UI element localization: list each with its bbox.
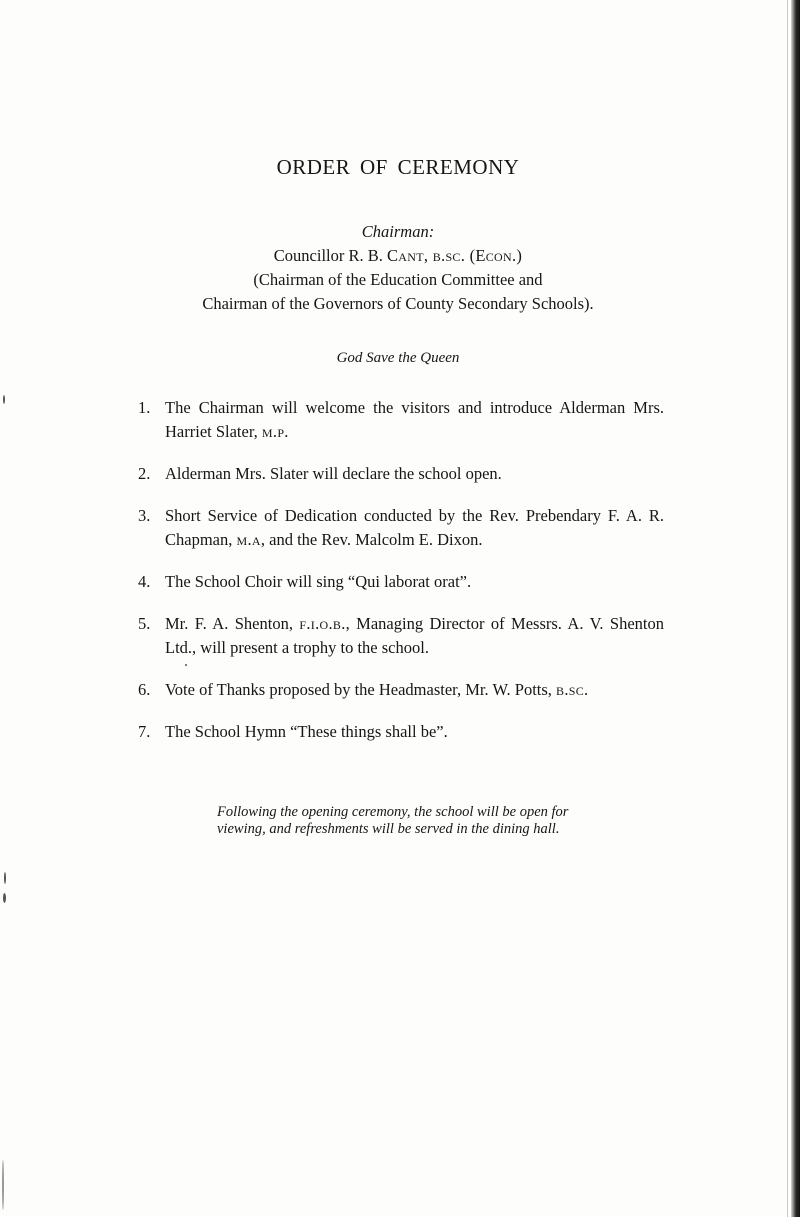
item-text: The School Hymn “These things shall be”. — [165, 722, 448, 741]
page-edge-line — [787, 0, 788, 1217]
print-speck — [3, 893, 6, 903]
ceremony-item-3 — [138, 504, 664, 552]
chairman-name: Councillor R. B. — [273, 246, 387, 265]
ceremony-item-1 — [138, 396, 664, 444]
item-honorific: m.a — [236, 530, 261, 549]
chairman-surname: Cant — [387, 246, 424, 265]
item-number: 6. — [138, 680, 151, 699]
item-text-body: Mr. F. A. Shenton, — [165, 614, 300, 633]
chairman-heading: Chairman: — [361, 222, 435, 241]
item-text — [165, 612, 664, 660]
chairman-role-line-1: (Chairman of the Education Committee and — [253, 270, 543, 289]
item-honorific: b.sc. — [556, 680, 589, 699]
item-text — [165, 504, 664, 552]
ceremony-items — [138, 396, 664, 762]
ceremony-item-4 — [138, 570, 664, 594]
item-text-body: Vote of Thanks proposed by the Headmaster, Mr. W. Potts, — [165, 680, 557, 699]
item-text-tail: , and the Rev. Malcolm E. Dixon. — [260, 530, 483, 549]
item-number: 3. — [138, 506, 151, 525]
item-number: 1. — [138, 398, 151, 417]
ceremony-item-2 — [138, 462, 664, 486]
item-honorific: f.i.o.b. — [299, 614, 346, 633]
chairman-name-line — [0, 244, 796, 268]
page-title: ORDER OF CEREMONY — [276, 155, 520, 179]
item-number: 7. — [138, 722, 151, 741]
item-honorific: m.p. — [261, 422, 289, 441]
chairman-block — [0, 220, 796, 316]
item-text-body: The Chairman will welcome the visitors and introduce Alderman Mrs. Harriet Slater, — [165, 398, 664, 441]
print-speck — [4, 872, 6, 884]
anthem-line: God Save the Queen — [336, 350, 460, 366]
item-text-body: Short Service of Dedication conducted by the Rev. Prebendary F. A. R. Chapman, — [165, 506, 664, 549]
ceremony-item-5 — [138, 612, 664, 660]
print-speck — [185, 664, 187, 666]
item-text — [165, 678, 664, 702]
closing-notice: Following the opening ceremony, the school will be open for viewing, and refreshments will be served in the dining hall. — [217, 804, 569, 837]
chairman-role-line-2: Chairman of the Governors of County Secondary Schools). — [202, 294, 594, 313]
ceremony-item-6 — [138, 678, 664, 702]
item-text: Alderman Mrs. Slater will declare the school open. — [165, 464, 502, 483]
item-number: 2. — [138, 464, 151, 483]
chairman-degree: , b.sc. (Econ.) — [423, 246, 523, 265]
print-speck — [3, 395, 5, 404]
item-number: 5. — [138, 614, 151, 633]
item-text — [165, 396, 664, 444]
ceremony-item-7 — [138, 720, 664, 744]
item-text-tail: , Managing Director of Messrs. A. V. Shenton Ltd., will present a trophy to the school. — [165, 614, 664, 657]
page-edge-shadow — [791, 0, 800, 1217]
item-text: The School Choir will sing “Qui laborat orat”. — [165, 572, 472, 591]
item-number: 4. — [138, 572, 151, 591]
print-speck — [2, 1160, 4, 1210]
